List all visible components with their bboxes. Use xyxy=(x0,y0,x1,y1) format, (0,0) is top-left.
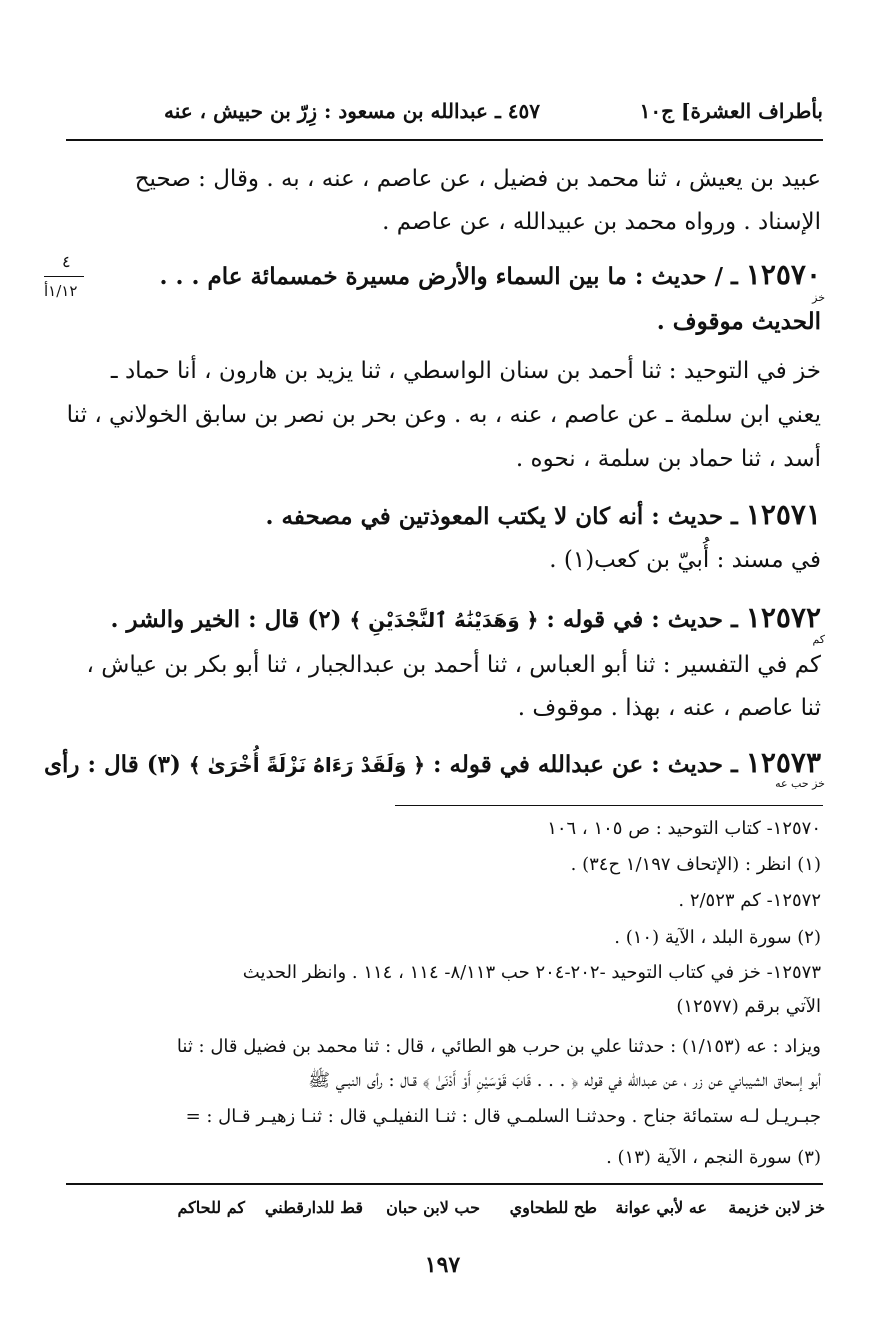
entry-heading-text: ـ حديث : عن عبدالله في قوله : xyxy=(433,751,738,778)
footnote-line: (١) انظر : (الإتحاف ١/١٩٧ ح٣٤) . xyxy=(570,854,821,875)
footnote-line: ١٢٥٧٠- كتاب التوحيد : ص ١٠٥ ، ١٠٦ xyxy=(547,818,821,839)
entry-12571-body: في مسند : أُبيّ بن كعب(١) . xyxy=(549,547,821,573)
entry-12570-heading xyxy=(159,260,821,292)
entry-number: ١٢٥٧٠ xyxy=(745,258,821,291)
footnote-line: ويزاد : عه (١/١٥٣) : حدثنا علي بن حرب هو الطائي ، قال : ثنا محمد بن فضيل قال : ثنا xyxy=(176,1036,821,1057)
quran-verse: ﴿ وَهَدَيْنَٰهُ ٱلنَّجْدَيْنِ ﴾ xyxy=(349,608,539,632)
entry-12573-heading xyxy=(44,748,821,780)
margin-folio-rule xyxy=(44,276,84,277)
footnote-line: جبـريـل لـه ستمائة جناح . وحدثنـا السلمـي قال : ثنـا النفيلـي قال : ثنـا زهيـر قـال : = xyxy=(185,1106,821,1127)
entry-12570-body-2: يعني ابن سلمة ـ عن عاصم ، عنه ، به . وعن بحر بن نصر بن سابق الخولاني ، ثنا xyxy=(66,402,821,428)
footnote-line: (٢) سورة البلد ، الآية (١٠) . xyxy=(614,927,821,948)
legend-item: قط للدارقطني xyxy=(264,1198,363,1217)
entry-heading-text: ـ / حديث : ما بين السماء والأرض مسيرة خمسمائة عام . . . xyxy=(159,263,738,290)
margin-folio-top: ٤ xyxy=(62,252,71,271)
entry-12570-body-3: أسد ، ثنا حماد بن سلمة ، نحوه . xyxy=(515,446,821,472)
legend-item: خز لابن خزيمة xyxy=(728,1198,825,1217)
margin-folio-bottom: ١/١٢أ xyxy=(44,282,78,300)
entry-number: ١٢٥٧٢ xyxy=(745,601,821,634)
legend-item: كم للحاكم xyxy=(177,1198,245,1217)
entry-12572-body-2: ثنا عاصم ، عنه ، بهذا . موقوف . xyxy=(517,695,821,721)
entry-12571-heading xyxy=(265,500,821,532)
entry-number: ١٢٥٧٣ xyxy=(745,746,821,779)
entry-12570-source-symbol: خز xyxy=(812,291,825,304)
intro-line-1: عبيد بن يعيش ، ثنا محمد بن فضيل ، عن عاصم ، عنه ، به . وقال : صحيح xyxy=(134,166,821,192)
page-number: ١٩٧ xyxy=(424,1252,461,1278)
header-chapter-title: ٤٥٧ ـ عبدالله بن مسعود : زِرّ بن حبيش ، عنه xyxy=(164,99,540,123)
entry-heading-text: ـ حديث : في قوله : xyxy=(546,606,738,633)
entry-12573-source-symbol: خز حب عه xyxy=(775,777,825,790)
intro-line-2: الإسناد . ورواه محمد بن عبيدالله ، عن عاصم . xyxy=(382,209,821,235)
legend-item: عه لأبي عوانة xyxy=(615,1198,707,1217)
legend-item: طح للطحاوي xyxy=(509,1198,597,1217)
entry-heading-text: ـ حديث : أنه كان لا يكتب المعوذتين في مصحفه . xyxy=(265,503,738,530)
entry-heading-text-2: (٣) قال : رأى xyxy=(43,751,181,778)
entry-12572-source-symbol: كم xyxy=(812,633,825,646)
header-book-title: بأطراف العشرة] ج١٠ xyxy=(639,99,823,123)
footnote-line: الآتي برقم (١٢٥٧٧) xyxy=(676,996,821,1017)
entry-heading-text-2: (٢) قال : الخير والشر . xyxy=(110,606,342,633)
footnote-separator xyxy=(395,805,823,806)
quran-verse: ﴿ وَلَقَدْ رَءَاهُ نَزْلَةً أُخْرَىٰ ﴾ xyxy=(188,753,426,777)
footnote-line: ١٢٥٧٢- كم ٢/٥٢٣ . xyxy=(678,890,821,911)
footnote-line: ١٢٥٧٣- خز في كتاب التوحيد -٢٠٢-٢٠٤ حب ٨/١١٣- ١١٤ ، ١١٤ . وانظر الحديث xyxy=(242,962,821,983)
entry-12572-body-1: كم في التفسير : ثنا أبو العباس ، ثنا أحمد بن عبدالجبار ، ثنا أبو بكر بن عياش ، xyxy=(86,652,821,678)
entry-number: ١٢٥٧١ xyxy=(745,498,821,531)
entry-12570-body-1: خز في التوحيد : ثنا أحمد بن سنان الواسطي ، ثنا يزيد بن هارون ، أنا حماد ـ xyxy=(110,358,821,384)
footnote-line: أبو إسحاق الشيباني عن زر ، عن عبدالله في قوله ﴿ . . . قَابَ قَوْسَيْنِ أَوْ أَدْنَىٰ ﴾ قـال : رأى النبـي ﷺ xyxy=(308,1070,821,1091)
legend-item: حب لابن حبان xyxy=(386,1198,480,1217)
entry-12572-heading xyxy=(111,603,822,635)
legend-rule xyxy=(66,1183,823,1185)
entry-12570-heading-2: الحديث موقوف . xyxy=(656,308,821,335)
footnote-line: (٣) سورة النجم ، الآية (١٣) . xyxy=(606,1147,821,1168)
header-rule xyxy=(66,139,823,141)
